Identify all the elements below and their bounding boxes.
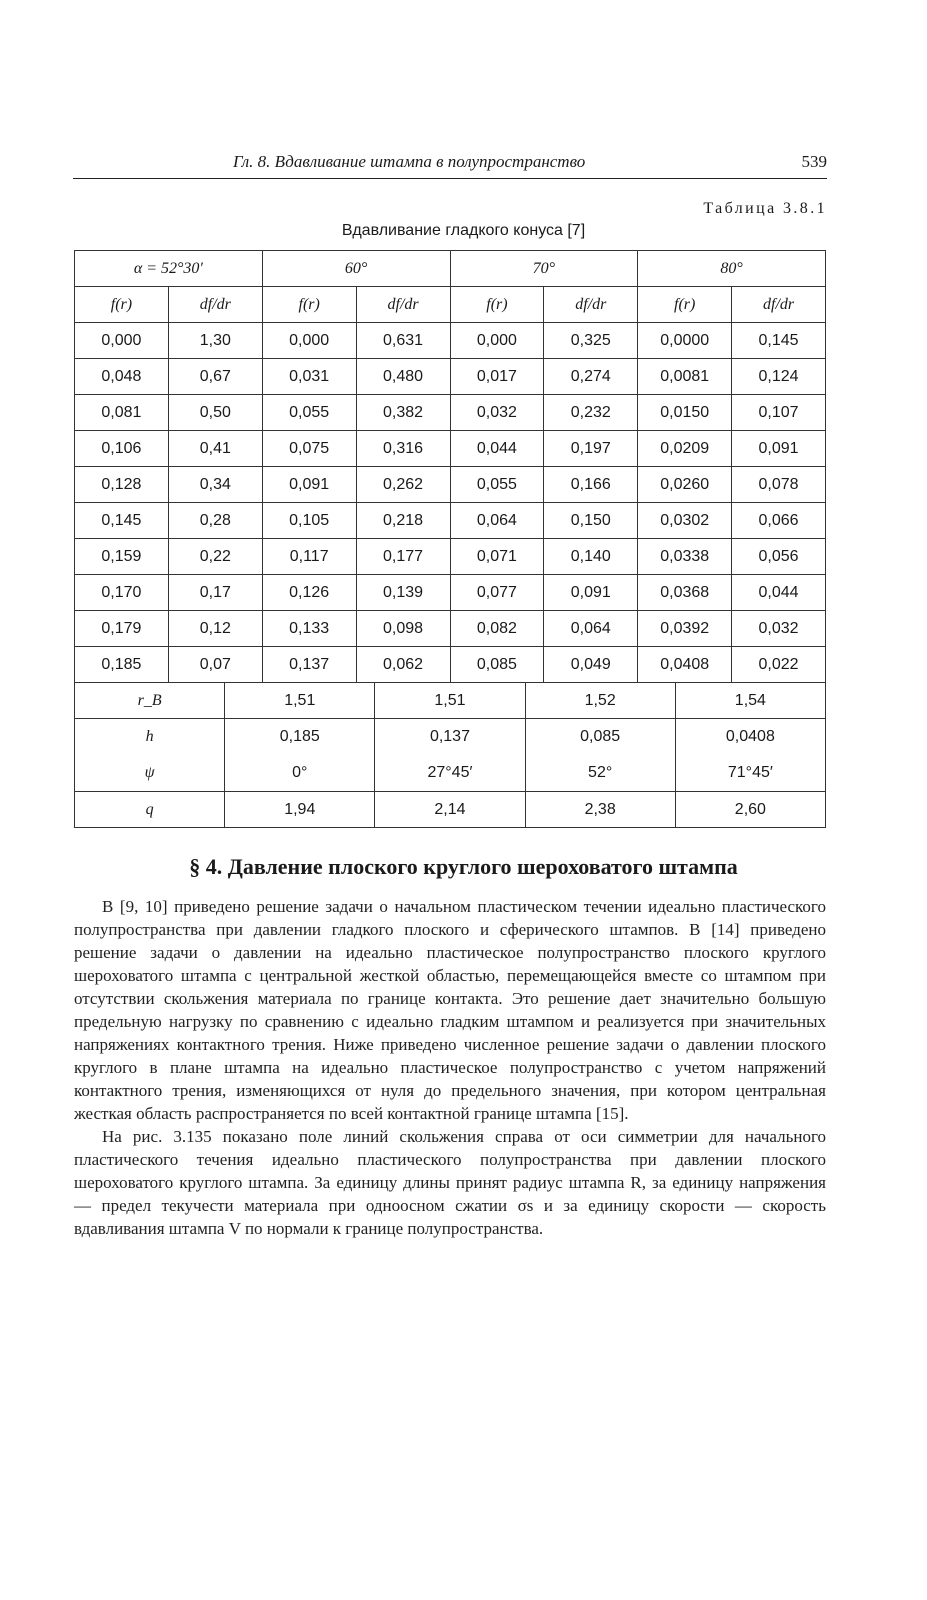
table-row <box>75 467 826 503</box>
table-cell: 0,117 <box>262 539 356 575</box>
table-cell: 0,0209 <box>638 431 732 467</box>
h-psi-value <box>525 719 675 792</box>
table-cell: 0,075 <box>262 431 356 467</box>
table-cell: 0,022 <box>732 647 826 683</box>
angle-header: 70° <box>450 251 638 287</box>
table-row <box>75 395 826 431</box>
table-cell: 0,316 <box>356 431 450 467</box>
h-psi-label-bottom: ψ <box>144 764 155 781</box>
table-cell: 0,262 <box>356 467 450 503</box>
table-cell: 0,133 <box>262 611 356 647</box>
table-cell: 0,382 <box>356 395 450 431</box>
table-cell: 0,048 <box>75 359 169 395</box>
angle-header: 80° <box>638 251 826 287</box>
table-cell: 0,085 <box>450 647 544 683</box>
table-cell: 0,071 <box>450 539 544 575</box>
h-psi-value-top: 0,085 <box>580 728 621 745</box>
table-cell: 0,28 <box>168 503 262 539</box>
paragraph: На рис. 3.135 показано поле линий скольжения справа от оси симметрии для начального пластического течения идеально пластического полупространства при давлении плоского шероховатого круглого штампа. За единицу длины принят радиус штампа R, за единицу напряжения — предел текучести материала при одноосном сжатии σs и за единицу скорости — скорость вдавливания штампа V по нормали к границе полупространства. <box>74 1127 826 1238</box>
table-cell: 0,166 <box>544 467 638 503</box>
table-row <box>75 539 826 575</box>
table-cell: 0,139 <box>356 575 450 611</box>
table-cell: 0,22 <box>168 539 262 575</box>
table-cell: 0,044 <box>732 575 826 611</box>
table-cell: 0,170 <box>75 575 169 611</box>
table-cell: 0,044 <box>450 431 544 467</box>
h-psi-value-bottom: 71°45′ <box>727 764 773 781</box>
h-psi-value-top: 0,0408 <box>725 728 775 745</box>
column-header: f(r) <box>638 287 732 323</box>
table-row <box>75 323 826 359</box>
angle-header: 60° <box>262 251 450 287</box>
table-cell: 0,185 <box>75 647 169 683</box>
table-cell: 0,091 <box>544 575 638 611</box>
h-psi-value <box>225 719 375 792</box>
table-number: Таблица 3.8.1 <box>703 200 827 217</box>
summary-value: 1,51 <box>225 683 375 719</box>
table-cell: 0,098 <box>356 611 450 647</box>
table-row <box>75 503 826 539</box>
table-cell: 0,67 <box>168 359 262 395</box>
column-header: f(r) <box>450 287 544 323</box>
angle-header: α = 52°30′ <box>75 251 263 287</box>
column-header: df/dr <box>732 287 826 323</box>
table-cell: 0,274 <box>544 359 638 395</box>
table-cell: 0,064 <box>450 503 544 539</box>
table-cell: 0,0260 <box>638 467 732 503</box>
table-cell: 0,145 <box>75 503 169 539</box>
table-cell: 0,0081 <box>638 359 732 395</box>
table-cell: 0,031 <box>262 359 356 395</box>
table-cell: 0,145 <box>732 323 826 359</box>
body-text <box>74 895 826 1240</box>
column-header-row <box>75 287 826 323</box>
h-psi-value-bottom: 52° <box>588 764 613 781</box>
table-cell: 0,0000 <box>638 323 732 359</box>
table-cell: 0,0368 <box>638 575 732 611</box>
summary-value: 2,60 <box>675 792 825 828</box>
table-row <box>75 575 826 611</box>
column-header: df/dr <box>544 287 638 323</box>
summary-label: q <box>75 792 225 828</box>
angle-header-row <box>75 251 826 287</box>
table-row <box>75 359 826 395</box>
summary-value: 1,54 <box>675 683 825 719</box>
table-cell: 0,0150 <box>638 395 732 431</box>
table-cell: 0,126 <box>262 575 356 611</box>
column-header: df/dr <box>356 287 450 323</box>
values-table <box>74 250 826 683</box>
table-cell: 0,032 <box>732 611 826 647</box>
table-cell: 0,325 <box>544 323 638 359</box>
h-psi-value-top: 0,185 <box>279 728 320 745</box>
table-cell: 0,179 <box>75 611 169 647</box>
table-cell: 0,000 <box>75 323 169 359</box>
table-caption: Вдавливание гладкого конуса [7] <box>341 222 586 239</box>
page-number: 539 <box>801 152 827 171</box>
table-cell: 0,091 <box>732 431 826 467</box>
summary-value: 1,94 <box>225 792 375 828</box>
table-cell: 0,480 <box>356 359 450 395</box>
summary-table <box>74 682 826 828</box>
table-cell: 0,106 <box>75 431 169 467</box>
table-cell: 0,232 <box>544 395 638 431</box>
h-psi-value <box>675 719 825 792</box>
column-header: f(r) <box>262 287 356 323</box>
table-cell: 0,062 <box>356 647 450 683</box>
table-cell: 0,055 <box>450 467 544 503</box>
table-cell: 1,30 <box>168 323 262 359</box>
table-cell: 0,12 <box>168 611 262 647</box>
summary-value: 2,14 <box>375 792 525 828</box>
table-row <box>75 431 826 467</box>
table-cell: 0,137 <box>262 647 356 683</box>
table-cell: 0,055 <box>262 395 356 431</box>
section-heading: § 4. Давление плоского круглого шероховатого штампа <box>189 854 738 879</box>
summary-value: 1,52 <box>525 683 675 719</box>
table-cell: 0,091 <box>262 467 356 503</box>
table-cell: 0,34 <box>168 467 262 503</box>
table-cell: 0,056 <box>732 539 826 575</box>
column-header: df/dr <box>168 287 262 323</box>
rb-row <box>75 683 826 719</box>
table-cell: 0,049 <box>544 647 638 683</box>
h-psi-row <box>75 719 826 792</box>
table-cell: 0,081 <box>75 395 169 431</box>
table-cell: 0,082 <box>450 611 544 647</box>
table-cell: 0,07 <box>168 647 262 683</box>
table-cell: 0,128 <box>75 467 169 503</box>
paragraph: В [9, 10] приведено решение задачи о начальном пластическом течении идеально пластического полупространства при давлении гладкого плоского и сферического штампов. В [14] приведено решение задачи о давлении на идеально пластическое полупространство плоского круглого шероховатого штампа с центральной жесткой областью, перемещающейся вместе со штампом при отсутствии скольжения материала по границе контакта. Это решение дает значительно большую предельную нагрузку по сравнению с идеально гладким штампом и реализуется при значительных напряжениях контактного трения. Ниже приведено численное решение задачи о давлении плоского круглого в плане штампа на идеально пластическое полупространство с учетом напряжений контактного трения, изменяющихся от нуля до предельного значения, при котором центральная жесткая область распространяется по всей контактной границе штампа [15]. <box>74 897 826 1123</box>
table-cell: 0,000 <box>450 323 544 359</box>
table-cell: 0,107 <box>732 395 826 431</box>
table-cell: 0,0392 <box>638 611 732 647</box>
table-row <box>75 647 826 683</box>
q-row <box>75 792 826 828</box>
h-psi-value-bottom: 0° <box>292 764 308 781</box>
table-cell: 0,078 <box>732 467 826 503</box>
table-cell: 0,0302 <box>638 503 732 539</box>
table-cell: 0,064 <box>544 611 638 647</box>
running-head <box>73 152 827 179</box>
h-psi-label-top: h <box>145 728 154 745</box>
table-cell: 0,177 <box>356 539 450 575</box>
table-row <box>75 611 826 647</box>
summary-label: r_B <box>75 683 225 719</box>
column-header: f(r) <box>75 287 169 323</box>
table-cell: 0,105 <box>262 503 356 539</box>
h-psi-value-top: 0,137 <box>429 728 470 745</box>
table-cell: 0,017 <box>450 359 544 395</box>
table-cell: 0,124 <box>732 359 826 395</box>
table-cell: 0,218 <box>356 503 450 539</box>
table-cell: 0,631 <box>356 323 450 359</box>
h-psi-value <box>375 719 525 792</box>
table-cell: 0,150 <box>544 503 638 539</box>
summary-value: 1,51 <box>375 683 525 719</box>
table-cell: 0,0338 <box>638 539 732 575</box>
summary-value: 2,38 <box>525 792 675 828</box>
table-cell: 0,159 <box>75 539 169 575</box>
table-cell: 0,0408 <box>638 647 732 683</box>
table-cell: 0,50 <box>168 395 262 431</box>
table-cell: 0,077 <box>450 575 544 611</box>
table-cell: 0,41 <box>168 431 262 467</box>
table-cell: 0,000 <box>262 323 356 359</box>
h-psi-value-bottom: 27°45′ <box>427 764 473 781</box>
table-cell: 0,032 <box>450 395 544 431</box>
running-title: Гл. 8. Вдавливание штампа в полупространство <box>233 152 586 171</box>
table-cell: 0,066 <box>732 503 826 539</box>
table-cell: 0,17 <box>168 575 262 611</box>
table-cell: 0,197 <box>544 431 638 467</box>
table-cell: 0,140 <box>544 539 638 575</box>
h-psi-label <box>75 719 225 792</box>
